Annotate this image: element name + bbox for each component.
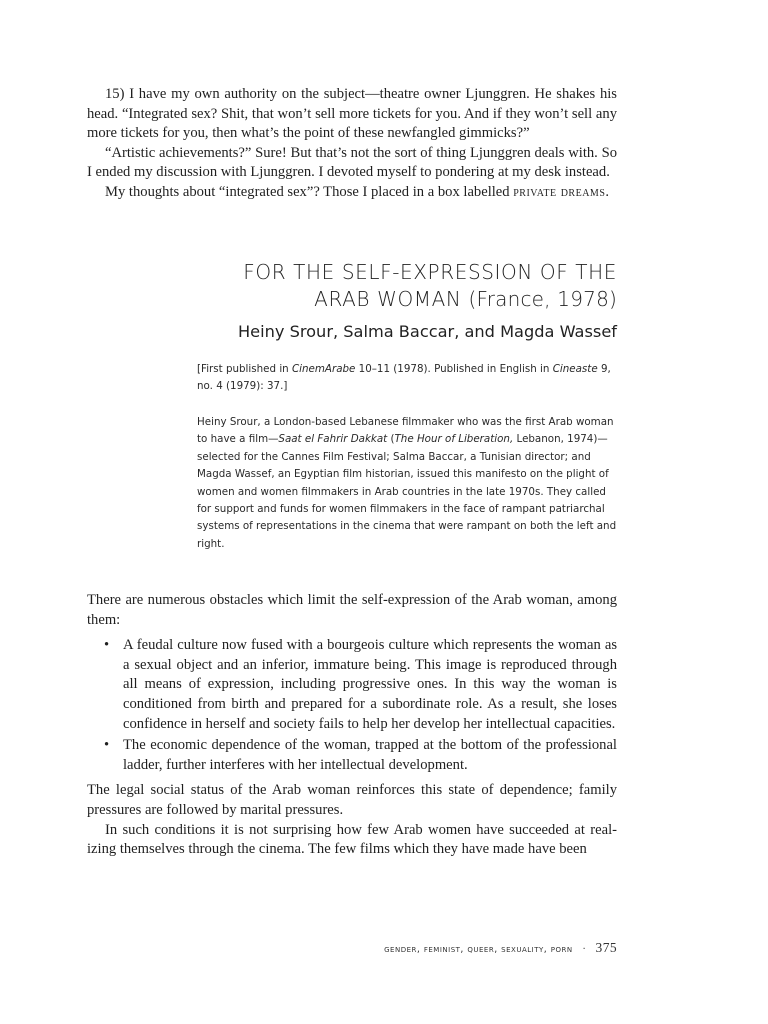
journal-title: Cineaste [552,363,598,375]
bullet-icon: • [104,737,110,754]
bullet-icon: • [104,637,110,654]
article-authors: Heiny Srour, Salma Baccar, and Magda Wassef [237,322,617,341]
text-run: 10–11 (1978). Published in English in [355,363,553,375]
paragraph: “Artistic achievements?” Sure! But that’s not the sort of thing Ljunggren deals with. So I ended my discussion with Ljunggren. I devoted myself to pondering at my desk instead. [87,144,617,181]
text-run: My thoughts about “integrated sex”? Those I placed in a box labelled [105,183,514,200]
article-title [200,259,617,313]
text-run: [First published in [197,363,292,375]
paragraph: In such conditions it is not surprising how few Arab women have succeeded at realizing themselves through the cinema. The few films which they have made have been [87,821,617,858]
paragraph: 15) I have my own authority on the subject—theatre owner Ljunggren. He shakes his head. “Integrated sex? Shit, that won’t sell more tickets for you. And if they won’t sell any more tickets for you, then what’s the point of these newfangled gimmicks?” [87,86,617,142]
text-run: 9, no. 4 (1979): 37.] [197,363,611,393]
page-number: 375 [595,940,617,955]
article-body [87,591,617,860]
text-run: Lebanon, 1974)—selected for the Cannes Film Festival; Salma Baccar, a Tunisian director; and Magda Wassef, an Egyptian film historian, issued this manifesto on the plight of women and women filmmakers in Arab countries in the late 1970s. They called for support and funds for women filmmakers in the face of rampant patriarchal systems of representations in the cinema that were rampant on both the left and right. [197,433,617,550]
small-caps-label: private dreams [513,183,606,200]
text-run: Heiny Srour, a London-based Lebanese filmmaker who was the first Arab woman to have a film— [197,416,614,446]
running-head: gender, feminist, queer, sexuality, porn [384,944,573,955]
title-line-2: ARAB WOMAN [314,287,462,311]
headnote [197,414,617,553]
film-title-english: The Hour of Liberation, [394,433,514,446]
film-title: Saat el Fahrir Dakkat [278,433,388,446]
text-run: . [605,183,610,200]
list-item-text: A feudal culture now fused with a bourgeois culture which represents the woman as a sexual object and an inferior, immature being. This image is reproduced through all means of expression, including progressive ones. In this way the woman is conditioned from birth and prepared for a subordinate role. As a result, she loses confidence in herself and society fails to help her develop her intellectual capacities. [123,637,617,732]
obstacle-list [87,636,617,775]
title-line-1: FOR THE SELF-EXPRESSION OF THE [243,260,617,284]
list-item [87,736,617,775]
paragraph: The legal social status of the Arab woman reinforces this state of dependence; family pressures are followed by marital pressures. [87,782,617,818]
journal-title: CinemArabe [291,363,356,375]
publication-note [197,361,617,396]
text-run: ( [387,433,395,446]
title-year: (France, 1978) [468,287,617,311]
list-item [87,636,617,734]
page-footer [384,940,617,956]
footer-separator: · [582,944,586,955]
list-item-text: The economic dependence of the woman, trapped at the bottom of the professional ladder, further interferes with her intellectual development. [123,737,617,773]
paragraph: There are numerous obstacles which limit the self-expression of the Arab woman, among them: [87,592,617,628]
paragraph [87,183,617,203]
previous-article-ending [87,85,617,203]
